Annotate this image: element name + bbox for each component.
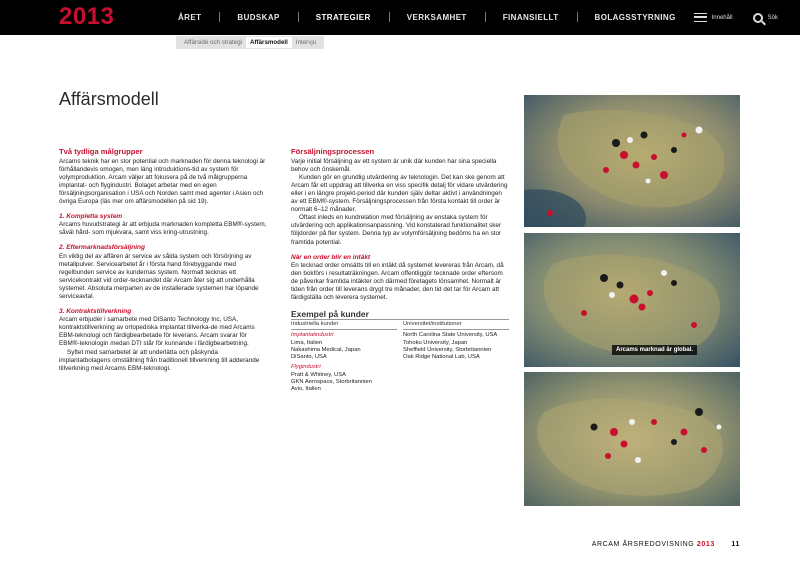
contents-button[interactable] xyxy=(694,13,733,22)
tab-affarsmodell[interactable]: Affärsmodell xyxy=(246,37,292,48)
page-number: 11 xyxy=(731,541,740,548)
list-item: Pratt & Whitney, USA xyxy=(291,371,346,378)
customer-examples-table xyxy=(291,319,509,393)
target-groups-text: Arcams teknik har en stor potential och marknaden för denna teknologi är förhållandevis omogen, men läng introduktions-tid av system för volymproduktion. Arcam väljer att fokusera på de två målgrupperna implantat- och flygindustri. Bolaget arbetar med en egen försäljningsorganisation i USA och Norden samt med agenter i Asien och övriga Europa (läs mer om affärsmodellen på sid 19). xyxy=(59,157,266,206)
contract-manufacturing-text: Arcam erbjuder i samarbete med DiSanto Technology Inc, USA, kontraktstillverkning av ortopediska implantat tillverka-de med Arcams EBM-teknologi och färdigbearbetade för leverans. Arcam svarar för EBM®-teknologin medan DTI står för kunnande i färdigbearbetning. xyxy=(59,316,255,348)
list-item: Oak Ridge National Lab, USA xyxy=(403,354,480,361)
list-item: Sheffield University, Storbritannien xyxy=(403,346,492,353)
header-tools xyxy=(694,0,778,35)
list-item: Avio, Italien xyxy=(291,385,321,392)
main-nav xyxy=(160,0,694,35)
list-item: DiSanto, USA xyxy=(291,354,327,361)
search-button[interactable] xyxy=(753,13,778,23)
complete-systems-text: Arcams huvudstrategi är att erbjuda marknaden kompletta EBM®-system, såväl hård- som mjukvara, samt viss kring-utrustning. xyxy=(59,221,267,237)
list-item: Lima, Italien xyxy=(291,339,323,346)
map-pins-image xyxy=(524,95,740,227)
sub-navigation xyxy=(176,36,324,49)
footer-report-label: ARCAM ÅRSREDOVISNING xyxy=(591,541,695,548)
search-icon xyxy=(753,13,763,23)
customer-examples-title: Exempel på kunder xyxy=(291,309,369,320)
list-item: GKN Aerospace, Storbritannien xyxy=(291,378,372,385)
footer-year: 2013 xyxy=(696,541,715,548)
report-year-logo[interactable]: 2013 xyxy=(59,3,115,30)
photo-caption: Arcams marknad är global. xyxy=(612,345,697,355)
nav-item-budskap[interactable]: BUDSKAP xyxy=(219,13,297,22)
tab-intervju[interactable]: Intervju xyxy=(295,39,317,46)
map-pins-image xyxy=(524,372,740,506)
nav-item-strategier[interactable]: STRATEGIER xyxy=(298,13,389,22)
list-item: Tohoku University, Japan xyxy=(403,339,468,346)
top-navigation-bar xyxy=(0,0,800,35)
sales-process-text-1: Varje initial försäljning av ett system är unik där kunden har sina speciella behov och önskemål. xyxy=(291,157,497,173)
map-pins-photo-1 xyxy=(524,95,740,227)
column-target-groups xyxy=(59,148,269,373)
aftermarket-text: En viktig del av affären är service av sålda system och försörjning av metallpulver. Servicearbetet år i första hand förebyggande med regelbunden service av kundernas system. Normalt tecknas ett servicekontrakt vid order-tecknandet där Arcam åter sig att underhålla systemet. Absoluta merparten av de installerade systemen har löpande serviceavtal. xyxy=(59,252,259,300)
nav-item-verksamhet[interactable]: VERKSAMHET xyxy=(389,13,485,22)
order-revenue-text: En tecknad order omsätts till en intäkt då systemet levereras från Arcam, då den bokförs i resultaträkningen. Arcam offentliggör tecknade order eftersom de påverkar framtida intäkter och därmed företagets lönsamhet. Normalt är tiden från order till leverans drygt tre månader, den tid det tar för Arcam att färdigställa och leverera systemet. xyxy=(291,261,504,302)
nav-item-aret[interactable]: ÅRET xyxy=(178,13,202,22)
column-sales-process xyxy=(291,148,508,393)
nav-item-bolagsstyrning[interactable]: BOLAGSSTYRNING xyxy=(577,13,694,22)
contents-label: Innehåll xyxy=(711,14,733,21)
implant-industry-label: Implantatindustri xyxy=(291,332,334,339)
page-title: Affärsmodell xyxy=(59,89,159,109)
heading-sales-process: Försäljningsprocessen xyxy=(291,147,375,156)
industrial-customers-header: Industriella kunder xyxy=(291,321,397,330)
heading-contract-manufacturing: 3. Kontraktstillverkning xyxy=(59,308,132,316)
nav-item-finansiellt[interactable]: FINANSIELLT xyxy=(485,13,577,22)
sales-process-text-2: Kunden gör en grundlig utvärdering av teknologin. Det kan ske genom att Arcam får ett uppdrag att tillverka en viss specifik detalj för vidare utvärdering eller i en längre projekt-period där kunden själv deltar aktivt i användningen av ett EBM®-system. Försäljningsprocessen från första kontakt till order är normalt 6–12 månader. xyxy=(291,173,508,214)
heading-order-revenue: När en order blir en intäkt xyxy=(291,253,371,261)
tab-affarside-strategi[interactable]: Affärsidé och strategi xyxy=(184,39,243,46)
page-footer xyxy=(592,541,740,548)
heading-target-groups: Två tydliga målgrupper xyxy=(59,147,143,156)
map-pins-photo-3 xyxy=(524,372,740,506)
contract-manufacturing-text-2: Syftet med samarbetet är att underlätta och påskynda implantatbolagens omställning från traditionell tillverkning till adderande tillverkning med Arcams EBM-teknologi. xyxy=(59,348,260,372)
search-label: Sök xyxy=(767,14,778,21)
aerospace-industry-label: Flygindustri xyxy=(291,364,321,371)
heading-aftermarket: 2. Eftermarknadsförsäljning xyxy=(59,244,145,252)
industrial-customers-column xyxy=(291,320,397,393)
menu-icon xyxy=(694,13,707,22)
sales-process-text-3: Oftast inleds en kundrelation med försäljning av enstaka system för utvärdering och applikationsanpassning. Vid konstaterad funktionalitet sker följdorder på fler system. Denna typ av volymförsäljning bedöms ha en stor framtida potential. xyxy=(291,214,502,246)
university-customers-column xyxy=(397,320,509,393)
list-item: North Carolina State University, USA xyxy=(403,332,498,339)
heading-complete-systems: 1. Kompletta system xyxy=(59,213,123,221)
list-item: Nakashima Medical, Japan xyxy=(291,346,361,353)
university-customers-header: Universitet/institutioner xyxy=(403,321,509,330)
